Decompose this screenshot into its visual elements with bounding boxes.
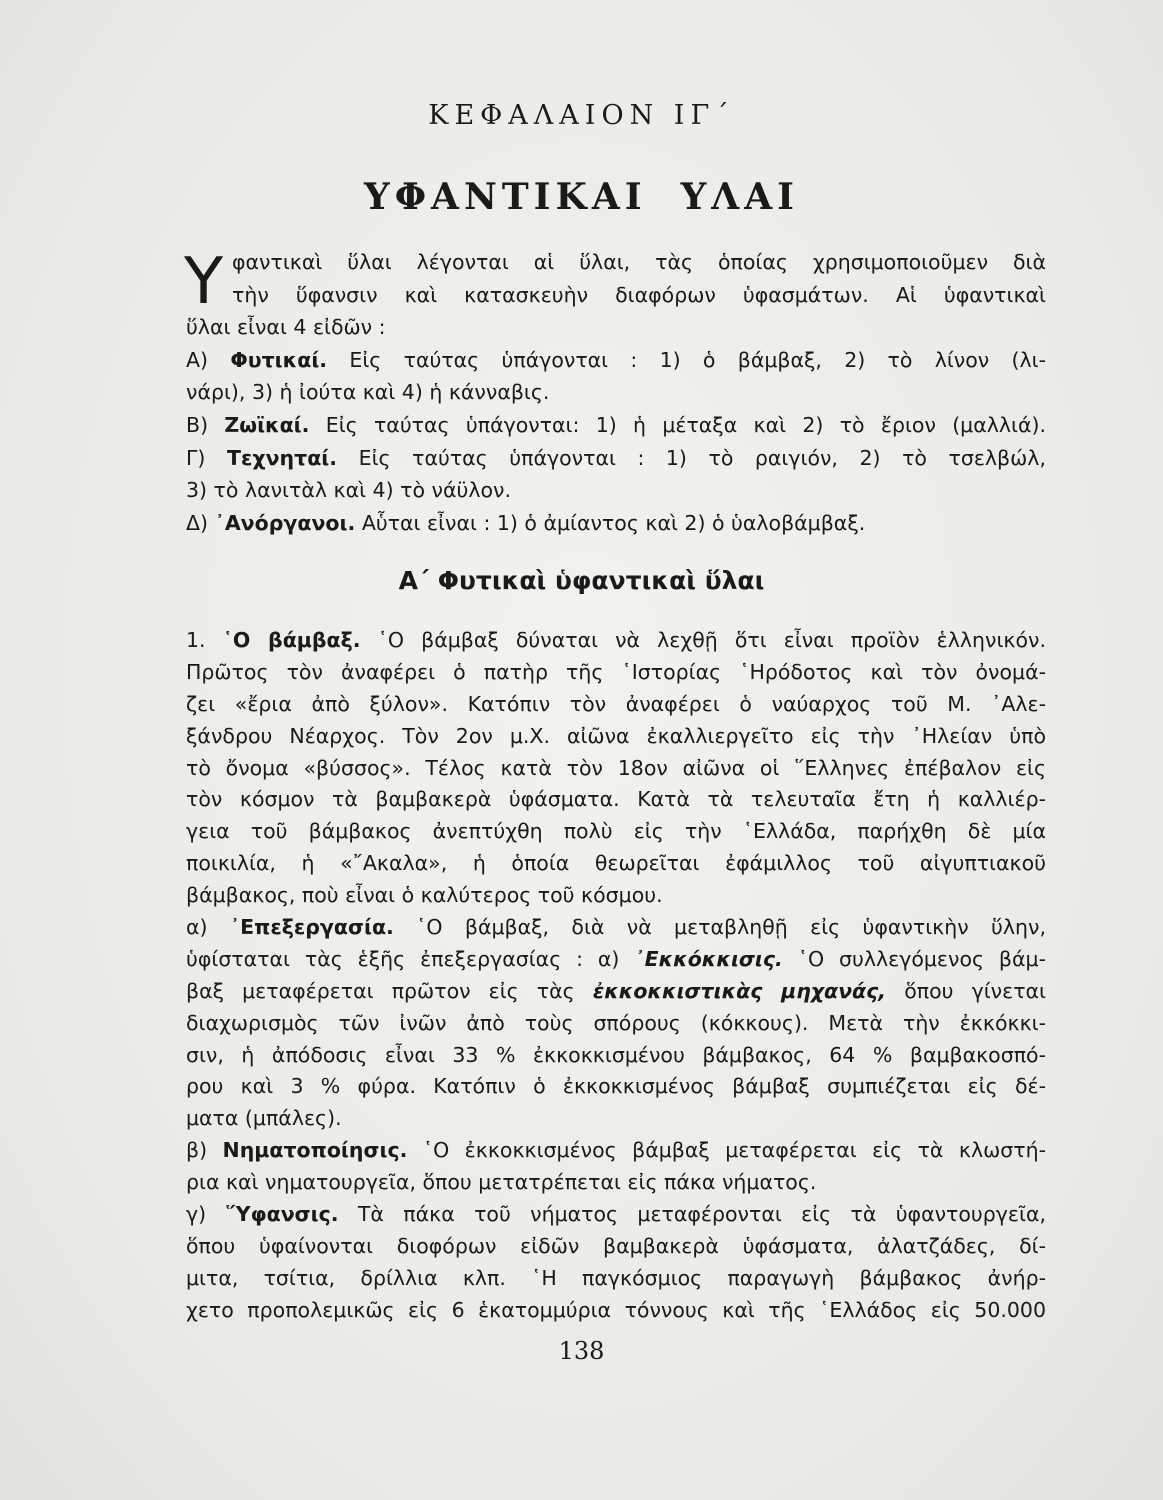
category-b-text: Εἰς ταύτας ὑπάγονται: 1) ἡ μέταξα καὶ 2) τὸ ἔριον (μαλλιά). (325, 412, 1046, 437)
chapter-heading: ΚΕΦΑΛΑΙΟΝ ΙΓ΄ (428, 100, 735, 131)
category-a-cont: νάρι), 3) ἡ ἰούτα καὶ 4) ἡ κάνναβις. (186, 380, 550, 405)
processing-line-1 (186, 912, 1046, 944)
weaving-text-1: Τὰ πάκα τοῦ νήματος μεταφέρονται εἰς τὰ ὑφαντουργεῖα, (357, 1202, 1046, 1227)
category-d (186, 507, 1046, 540)
intro-line-1: φαντικαὶ ὕλαι λέγονται αἱ ὕλαι, τὰς ὁποίας χρησιμοποιοῦμεν διὰ (232, 250, 1046, 274)
cotton-line-1 (186, 625, 1046, 657)
weaving-prefix: γ) (186, 1202, 207, 1227)
cotton-line-5: τὸ ὄνομα «βύσσος». Τέλος κατὰ τὸν 18ον αἰῶνα οἱ ῞Ελληνες ἐπέβαλον εἰς (186, 755, 1046, 780)
cotton-heading: ῾Ο βάμβαξ. (222, 628, 361, 652)
cotton-block (186, 625, 1046, 1327)
processing-text-3a: βαξ μεταφέρεται πρῶτον εἰς τὰς (186, 978, 575, 1003)
weaving-line-3: μιτα, τσίτια, δρίλλια κλπ. ῾Η παγκόσμιος παραγωγὴ βάμβακος ἀνήρ- (186, 1265, 1046, 1290)
weaving-line-2: ὅπου ὑφαίνονται διοφόρων εἰδῶν βαμβακερὰ ὑφάσματα, ἀλατζάδες, δί- (186, 1233, 1046, 1258)
cotton-text-1: ῾Ο βάμβαξ δύναται νὰ λεχθῇ ὅτι εἶναι προϊὸν ἑλληνικόν. (377, 628, 1046, 652)
spinning-line-1 (186, 1135, 1046, 1167)
category-b-name: Ζωϊκαί. (224, 412, 310, 437)
processing-line-5: σιν, ἡ ἀπόδοσις εἶναι 33 % ἐκκοκκισμένου βάμβακος, 64 % βαμβακοσπό- (186, 1042, 1046, 1067)
weaving-line-1 (186, 1199, 1046, 1231)
cotton-line-4: ξάνδρου Νέαρχος. Τὸν 2ον μ.Χ. αἰῶνα ἐκαλλιεργεῖτο εἰς τὴν ᾿Ηλείαν ὑπὸ (186, 723, 1046, 748)
category-c-name: Τεχνηταί. (226, 445, 338, 470)
processing-heading: ᾿Επεξεργασία. (229, 915, 394, 940)
category-d-text: Αὗται εἶναι : 1) ὁ ἀμίαντος καὶ 2) ὁ ὑαλοβάμβαξ. (361, 510, 866, 535)
drop-cap: Υ (184, 245, 224, 319)
cotton-line-9: βάμβακος, ποὺ εἶναι ὁ καλύτερος τοῦ κόσμου. (186, 883, 663, 908)
cotton-line-7: γεια τοῦ βάμβακος ἀνεπτύχθη πολὺ εἰς τὴν ῾Ελλάδα, παρήχθη δὲ μία (186, 819, 1046, 844)
category-a-name: Φυτικαί. (230, 347, 328, 372)
ginning-machines-term: ἐκκοκκιστικὰς μηχανάς, (592, 978, 887, 1003)
spinning-prefix: β) (186, 1138, 208, 1163)
weaving-heading: ῞Υφανσις. (225, 1202, 339, 1227)
category-c-prefix: Γ) (186, 445, 206, 470)
processing-text-3c: ὅπου γίνεται (904, 978, 1046, 1003)
processing-prefix: α) (186, 915, 208, 940)
cotton-line-8: ποικιλία, ἡ «῎Ακαλα», ἡ ὁποία θεωρεῖται ἐφάμιλλος τοῦ αἰγυπτιακοῦ (186, 851, 1046, 876)
title-word-2: ΥΛΑΙ (680, 176, 799, 218)
category-d-name: ᾿Ανόργανοι. (214, 510, 356, 535)
processing-line-7: ματα (μπάλες). (186, 1106, 342, 1131)
title-word-1: ΥΦΑΝΤΙΚΑΙ (364, 176, 647, 218)
cotton-number: 1. (186, 628, 206, 652)
section-heading (0, 566, 1163, 595)
spinning-heading: Νηματοποίησις. (222, 1138, 408, 1163)
ginning-heading: ᾿Εκκόκκισις. (634, 946, 783, 971)
category-b-prefix: Β) (186, 412, 209, 437)
category-a-prefix: Α) (186, 347, 209, 372)
intro-line-2: τὴν ὕφανσιν καὶ κατασκευὴν διαφόρων ὑφασμάτων. Αἱ ὑφαντικαὶ (232, 282, 1046, 307)
page-title (0, 176, 1163, 218)
cotton-line-3: ζει «ἔρια ἀπὸ ξύλον». Κατόπιν τὸν ἀναφέρει ὁ ναύαρχος τοῦ Μ. ᾿Αλε- (186, 691, 1046, 716)
category-a-text: Εἰς ταύτας ὑπάγονται : 1) ὁ βάμβαξ, 2) τὸ λίνον (λι- (349, 347, 1046, 372)
category-b (186, 409, 1046, 442)
cotton-line-2: Πρῶτος τὸν ἀναφέρει ὁ πατὴρ τῆς ῾Ιστορίας ῾Ηρόδοτος καὶ τὸν ὀνομά- (186, 659, 1046, 684)
intro-block (186, 246, 1046, 539)
category-c (186, 442, 1046, 475)
processing-text-2c: ῾Ο συλλεγόμενος βάμ- (797, 946, 1046, 971)
spinning-text-1: ῾Ο ἐκκοκκισμένος βάμβαξ μεταφέρεται εἰς τὰ κλωστή- (422, 1138, 1046, 1163)
processing-line-4: διαχωρισμὸς τῶν ἰνῶν ἀπὸ τοὺς σπόρους (κόκκους). Μετὰ τὴν ἐκκόκκι- (186, 1010, 1046, 1035)
category-c-text: Εἰς ταύτας ὑπάγονται : 1) τὸ ραιγιόν, 2) τὸ τσελβώλ, (358, 445, 1046, 470)
processing-line-6: ρου καὶ 3 % φύρα. Κατόπιν ὁ ἐκκοκκισμένος βάμβαξ συμπιέζεται εἰς δέ- (186, 1074, 1046, 1099)
category-a (186, 344, 1046, 377)
category-d-prefix: Δ) (186, 510, 209, 535)
processing-text-1: ῾Ο βάμβαξ, διὰ νὰ μεταβληθῇ εἰς ὑφαντικὴν ὕλην, (416, 915, 1046, 940)
page-number: 138 (558, 1337, 605, 1365)
processing-text-2a: ὑφίσταται τὰς ἑξῆς ἐπεξεργασίας : α) (186, 946, 620, 971)
weaving-line-4: χετο προπολεμικῶς εἰς 6 ἑκατομμύρια τόννους καὶ τῆς ῾Ελλάδος εἰς 50.000 (186, 1297, 1046, 1322)
section-title-text: Α΄ Φυτικαὶ ὑφαντικαὶ ὕλαι (398, 566, 765, 595)
cotton-line-6: τὸν κόσμον τὰ βαμβακερὰ ὑφάσματα. Κατὰ τὰ τελευταῖα ἔτη ἡ καλλιέρ- (186, 787, 1046, 812)
processing-line-3 (186, 976, 1046, 1008)
spinning-line-2: ρια καὶ νηματουργεῖα, ὅπου μετατρέπεται εἰς πάκα νήματος. (186, 1170, 817, 1195)
processing-line-2 (186, 944, 1046, 976)
category-c-cont: 3) τὸ λανιτὰλ καὶ 4) τὸ νάϋλον. (186, 478, 511, 503)
intro-line-3: ὕλαι εἶναι 4 εἰδῶν : (186, 315, 386, 340)
